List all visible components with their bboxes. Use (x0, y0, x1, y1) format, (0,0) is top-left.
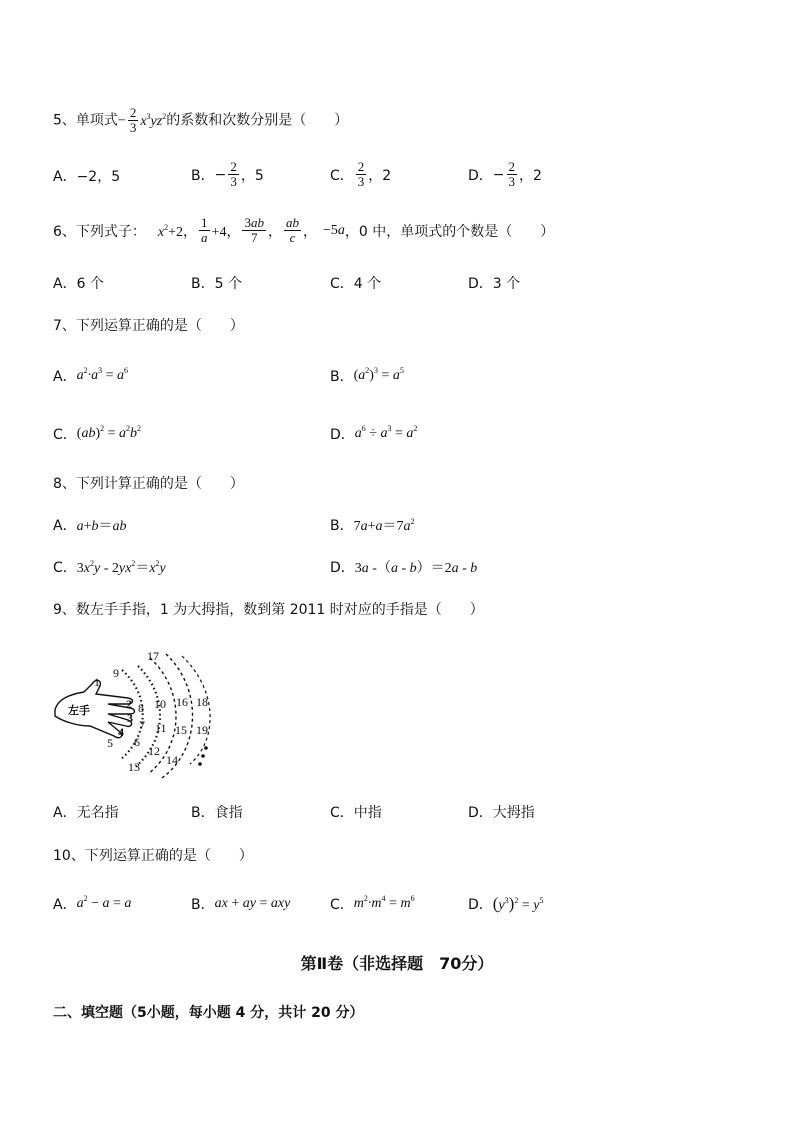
finger-number-12: 12 (148, 744, 160, 758)
finger-number-10: 10 (154, 697, 166, 711)
q7-option-c[interactable]: C． $(ab)^2 = a^2b^2$ (53, 424, 142, 443)
finger-number-14: 14 (166, 753, 178, 767)
question-9-stem: 9、数左手手指，1 为大拇指，数到第 2011 时对应的手指是（ ） (53, 602, 484, 618)
q5-monomial: $x^3yz^2$ (140, 111, 167, 129)
finger-number-6: 6 (134, 735, 140, 749)
question-6: 6、下列式子： $x^2+2$， $\frac{1}{a}$ +4， $\frac{3ab}{7}$ ， $\frac{ab}{c}$ ， −5 a ，0 中，单项式的个数是（ ） (53, 215, 555, 245)
q6-option-b[interactable]: B． 5 个 (191, 276, 242, 292)
q8-option-a[interactable]: A． a+b＝ab (53, 518, 127, 534)
q9-option-d[interactable]: D． 大拇指 (468, 805, 535, 821)
dot-2 (201, 754, 205, 758)
q8-option-b[interactable]: B． $7a+a=7a^2$ (330, 517, 415, 534)
finger-number-18: 18 (196, 695, 208, 709)
q10-option-a[interactable]: A． $a^2 - a = a$ (53, 894, 132, 913)
q9-option-a[interactable]: A． 无名指 (53, 805, 119, 821)
dot-1 (204, 746, 208, 750)
finger-number-13: 13 (128, 760, 140, 774)
q5-option-d[interactable]: D． − $\frac{2}{3}$ ，2 (468, 159, 542, 189)
q6-prefix: 6、下列式子： (53, 223, 146, 240)
finger-number-3: 3 (127, 711, 133, 725)
q10-option-b[interactable]: B． ax + ay = axy (191, 896, 291, 913)
finger-number-1: 1 (94, 675, 100, 689)
section-2-heading: 二、填空题（5小题，每小题 4 分，共计 20 分） (53, 1005, 364, 1021)
section-2-title: 第Ⅱ卷（非选择题 70分） (300, 954, 494, 973)
q6-option-c[interactable]: C． 4 个 (330, 276, 382, 292)
q6-option-d[interactable]: D． 3 个 (468, 276, 521, 292)
q5-option-b[interactable]: B． − $\frac{2}{3}$ ，5 (191, 159, 264, 189)
question-10-stem: 10、下列运算正确的是（ ） (53, 848, 253, 864)
finger-number-11: 11 (155, 721, 167, 735)
q7-option-d[interactable]: D． $a^6 \div a^3 = a^2$ (330, 424, 418, 443)
q10-option-d[interactable]: D． $(y^3)^2 = y^5$ (468, 894, 544, 913)
question-7-stem: 7、下列运算正确的是（ ） (53, 318, 244, 334)
finger-number-5: 5 (107, 736, 113, 750)
question-5: 5、单项式− $\frac{2}{3}$ $x^3yz^2$的系数和次数分别是（ ） (53, 105, 349, 135)
finger-number-15: 15 (175, 723, 187, 737)
q7-option-a[interactable]: A． $a^2\cdot a^3 = a^6$ (53, 366, 128, 385)
finger-number-17: 17 (147, 649, 159, 663)
finger-number-2: 2 (126, 697, 132, 711)
hand-diagram (50, 640, 230, 780)
q8-option-c[interactable]: C． $3x^2y - 2yx^2=x^2y$ (53, 559, 166, 576)
finger-number-9: 9 (113, 666, 119, 680)
q7-option-b[interactable]: B． $(a^2)^3 = a^5$ (330, 366, 404, 385)
finger-number-16: 16 (176, 695, 188, 709)
q9-option-b[interactable]: B． 食指 (191, 805, 243, 821)
q5-prefix: 5、单项式 (53, 112, 118, 129)
q5-fraction: $\frac{2}{3}$ (129, 105, 137, 135)
finger-number-19: 19 (196, 723, 208, 737)
q6-option-a[interactable]: A． 6 个 (53, 276, 104, 292)
dot-3 (198, 762, 202, 766)
q5-option-c[interactable]: C． $\frac{2}{3}$ ，2 (330, 159, 392, 189)
q6-tail: ，0 中，单项式的个数是（ ） (344, 223, 555, 240)
finger-number-7: 7 (139, 718, 145, 732)
question-8-stem: 8、下列计算正确的是（ ） (53, 476, 244, 492)
hand-label: 左手 (68, 704, 90, 717)
q9-option-c[interactable]: C． 中指 (330, 805, 382, 821)
q5-suffix: 的系数和次数分别是（ ） (166, 112, 349, 129)
q8-option-d[interactable]: D． 3a -（a - b）＝2a - b (330, 560, 478, 576)
finger-number-8: 8 (138, 701, 144, 715)
finger-number-4: 4 (118, 725, 124, 739)
q10-option-c[interactable]: C． $m^2\cdot m^4 = m^6$ (330, 894, 415, 913)
q5-option-a[interactable]: A． −2，5 (53, 169, 121, 185)
